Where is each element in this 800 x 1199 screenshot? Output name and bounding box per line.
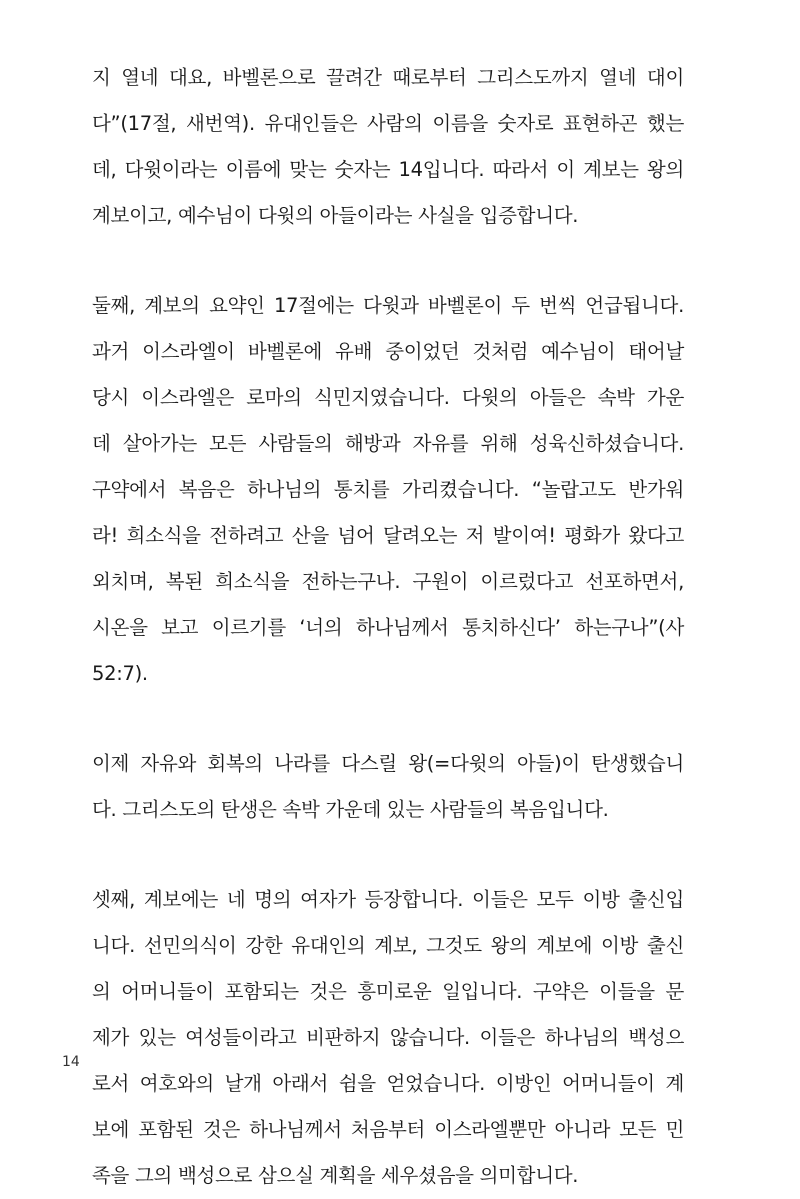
text-line: 이제 자유와 회복의 나라를 다스릴 왕(=다윗의 아들)이 탄생했습니 [92, 752, 684, 775]
text-line: 의 어머니들이 포함되는 것은 흥미로운 일입니다. 구약은 이들을 문 [92, 980, 684, 1003]
text-line: 셋째, 계보에는 네 명의 여자가 등장합니다. 이들은 모두 이방 출신입 [92, 888, 684, 911]
paragraph-2 [92, 283, 684, 697]
text-line: 데, 다윗이라는 이름에 맞는 숫자는 14입니다. 따라서 이 계보는 왕의 [92, 158, 684, 181]
text-line: 로서 여호와의 날개 아래서 쉼을 얻었습니다. 이방인 어머니들이 계 [92, 1072, 684, 1095]
text-line: 구약에서 복음은 하나님의 통치를 가리켰습니다. “놀랍고도 반가워 [92, 478, 684, 501]
paragraph-gap [92, 239, 684, 283]
paragraph-4 [92, 877, 684, 1199]
text-line: 외치며, 복된 희소식을 전하는구나. 구원이 이르렀다고 선포하면서, [92, 570, 684, 593]
text-line: 제가 있는 여성들이라고 비판하지 않습니다. 이들은 하나님의 백성으 [92, 1026, 684, 1049]
text-line: 시온을 보고 이르기를 ‘너의 하나님께서 통치하신다’ 하는구나”(사 [92, 616, 684, 639]
text-line: 둘째, 계보의 요약인 17절에는 다윗과 바벨론이 두 번씩 언급됩니다. [92, 294, 684, 317]
page-number: 14 [62, 1054, 80, 1070]
text-line: 라! 희소식을 전하려고 산을 넘어 달려오는 저 발이여! 평화가 왔다고 [92, 524, 684, 547]
paragraph-3 [92, 741, 684, 833]
text-line: 계보이고, 예수님이 다윗의 아들이라는 사실을 입증합니다. [92, 204, 579, 227]
paragraph-gap [92, 697, 684, 741]
text-line: 보에 포함된 것은 하나님께서 처음부터 이스라엘뿐만 아니라 모든 민 [92, 1118, 684, 1141]
text-line: 다”(17절, 새번역). 유대인들은 사람의 이름을 숫자로 표현하곤 했는 [92, 112, 684, 135]
text-line: 52:7). [92, 662, 148, 685]
paragraph-gap [92, 833, 684, 877]
text-line: 다. 그리스도의 탄생은 속박 가운데 있는 사람들의 복음입니다. [92, 798, 609, 821]
page-body [92, 55, 684, 1199]
text-line: 과거 이스라엘이 바벨론에 유배 중이었던 것처럼 예수님이 태어날 [92, 340, 684, 363]
paragraph-1 [92, 55, 684, 239]
text-line: 데 살아가는 모든 사람들의 해방과 자유를 위해 성육신하셨습니다. [92, 432, 684, 455]
text-line: 족을 그의 백성으로 삼으실 계획을 세우셨음을 의미합니다. [92, 1164, 579, 1187]
text-line: 니다. 선민의식이 강한 유대인의 계보, 그것도 왕의 계보에 이방 출신 [92, 934, 684, 957]
text-line: 당시 이스라엘은 로마의 식민지였습니다. 다윗의 아들은 속박 가운 [92, 386, 684, 409]
text-line: 지 열네 대요, 바벨론으로 끌려간 때로부터 그리스도까지 열네 대이 [92, 66, 684, 89]
